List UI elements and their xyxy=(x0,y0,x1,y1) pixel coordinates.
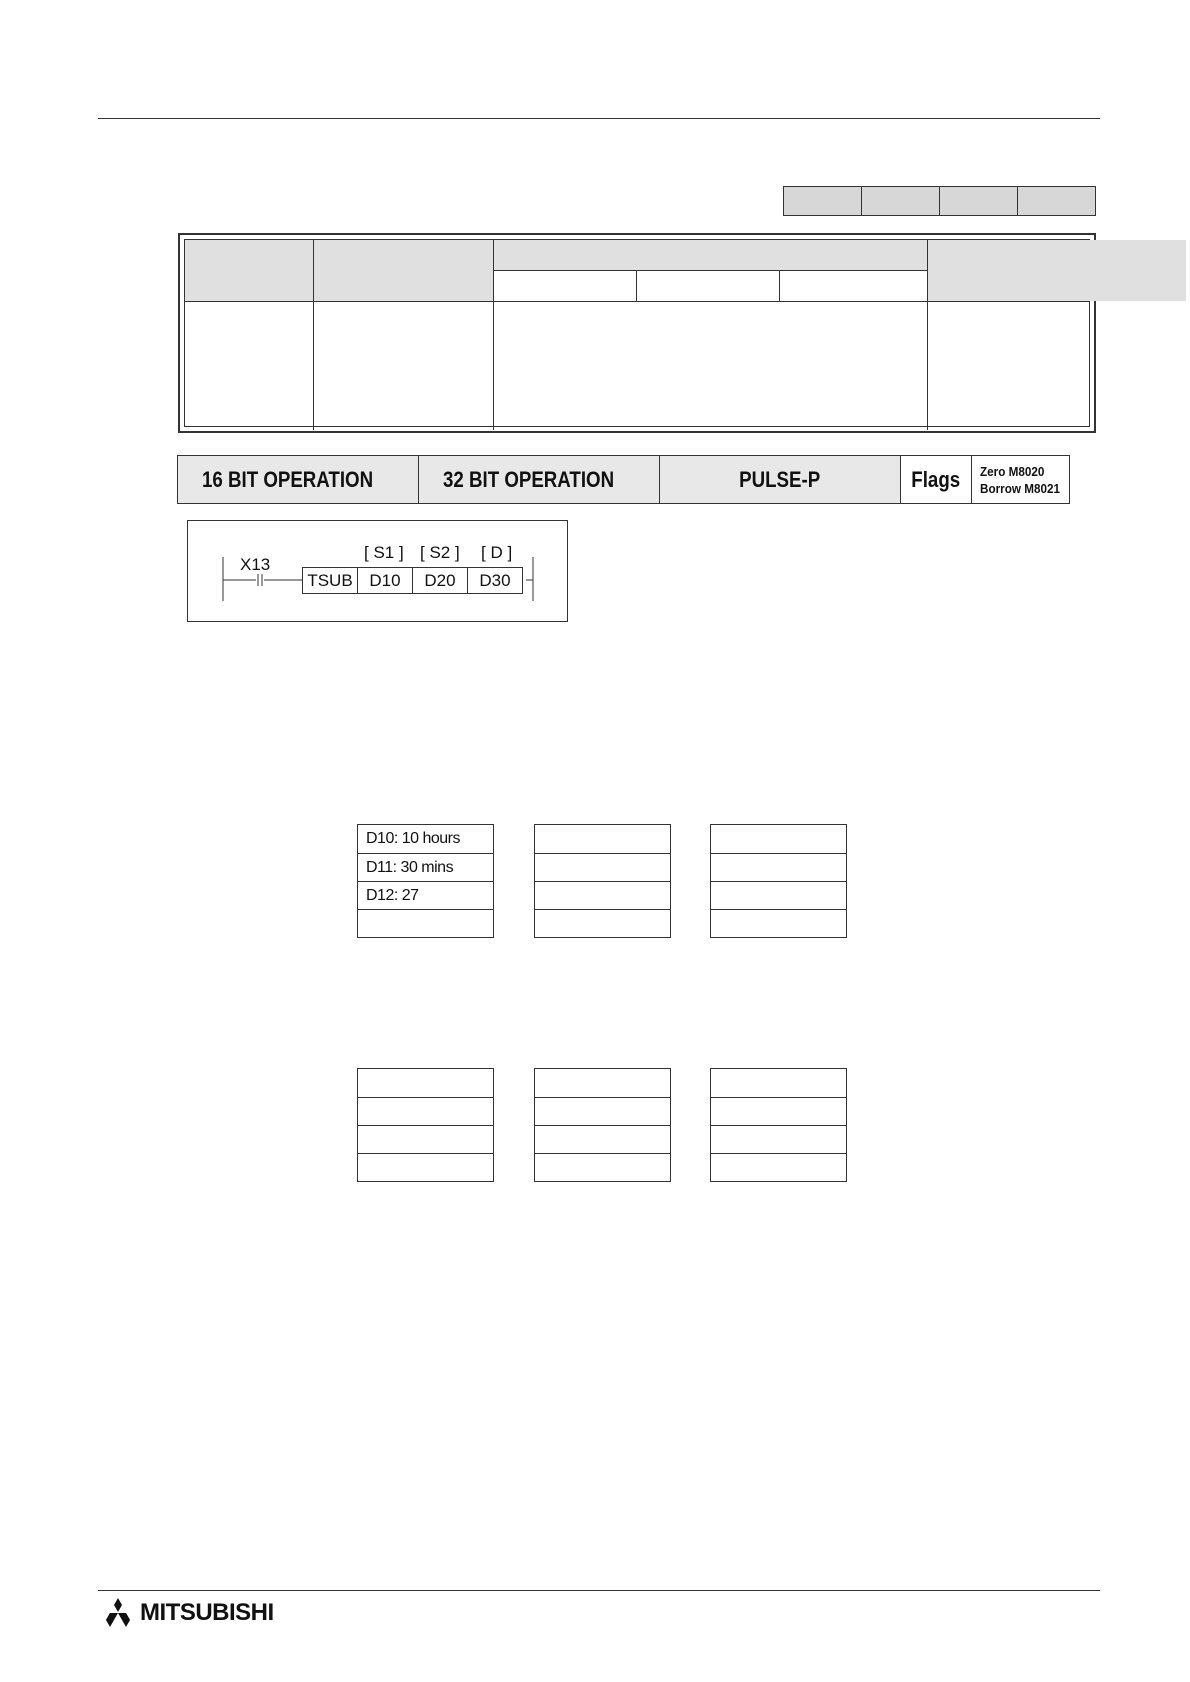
register-row xyxy=(358,1069,493,1097)
register-row xyxy=(535,881,670,909)
register-row: D10: 10 hours xyxy=(366,830,461,847)
operand-s2-box: D20 xyxy=(412,567,468,594)
register-row: D11: 30 mins xyxy=(358,853,493,881)
register-row xyxy=(358,909,493,937)
bit32-label: 32 BIT OPERATION xyxy=(442,466,614,492)
bit32-operation xyxy=(419,456,661,503)
register-row: D12: 27 xyxy=(358,881,493,909)
applicability-strip xyxy=(783,186,1096,216)
register-table-s2-second xyxy=(534,1068,671,1182)
register-row xyxy=(535,1125,670,1153)
register-row xyxy=(711,853,846,881)
applicability-cell xyxy=(784,187,861,215)
pulse-label: PULSE-P xyxy=(739,466,821,492)
register-table-s1-second xyxy=(357,1068,494,1182)
register-table-d xyxy=(710,824,847,938)
operand-header-s2: [ S2 ] xyxy=(420,543,460,562)
footer-rule xyxy=(98,1590,1100,1591)
operand-header-s1: [ S1 ] xyxy=(364,543,404,562)
register-table-s2 xyxy=(534,824,671,938)
operand-header-d: [ D ] xyxy=(481,543,513,562)
flags-label-cell xyxy=(901,456,972,503)
operand-table xyxy=(178,233,1096,433)
register-row xyxy=(535,825,670,853)
register-row xyxy=(711,1125,846,1153)
register-row xyxy=(711,1069,846,1097)
operand-table-inner xyxy=(184,239,1090,427)
flag-zero: Zero M8020 xyxy=(980,463,1045,479)
register-row xyxy=(358,1125,493,1153)
register-row xyxy=(535,853,670,881)
register-row xyxy=(711,1097,846,1125)
brand-wordmark: MITSUBISHI xyxy=(140,1599,274,1626)
applicability-cell xyxy=(939,187,1017,215)
header-rule xyxy=(98,118,1100,119)
flag-borrow: Borrow M8021 xyxy=(980,480,1061,496)
pulse-operation xyxy=(660,456,901,503)
register-table-s1 xyxy=(357,824,494,938)
ladder-diagram xyxy=(187,520,568,622)
register-row xyxy=(711,909,846,937)
register-row xyxy=(358,1097,493,1125)
flags-label: Flags xyxy=(911,466,961,492)
register-row xyxy=(535,1153,670,1181)
operand-subheader xyxy=(494,271,927,301)
contact-label: X13 xyxy=(240,555,271,574)
operand-s1-box: D10 xyxy=(357,567,413,594)
register-table-d-second xyxy=(710,1068,847,1182)
mitsubishi-diamonds-icon xyxy=(100,1598,136,1628)
applicability-cell xyxy=(861,187,939,215)
operation-bar xyxy=(177,455,1070,504)
register-row xyxy=(711,825,846,853)
applicability-cell xyxy=(1017,187,1095,215)
register-row xyxy=(535,1069,670,1097)
register-row xyxy=(535,1097,670,1125)
operand-d-box: D30 xyxy=(467,567,523,594)
register-row xyxy=(358,1153,493,1181)
register-row xyxy=(535,909,670,937)
bit16-label: 16 BIT OPERATION xyxy=(202,466,374,492)
instruction-box: TSUB xyxy=(302,567,358,594)
footer-logo xyxy=(100,1598,274,1628)
bit16-operation xyxy=(178,456,419,503)
register-row xyxy=(711,881,846,909)
flags-values xyxy=(972,456,1069,503)
register-row xyxy=(711,1153,846,1181)
